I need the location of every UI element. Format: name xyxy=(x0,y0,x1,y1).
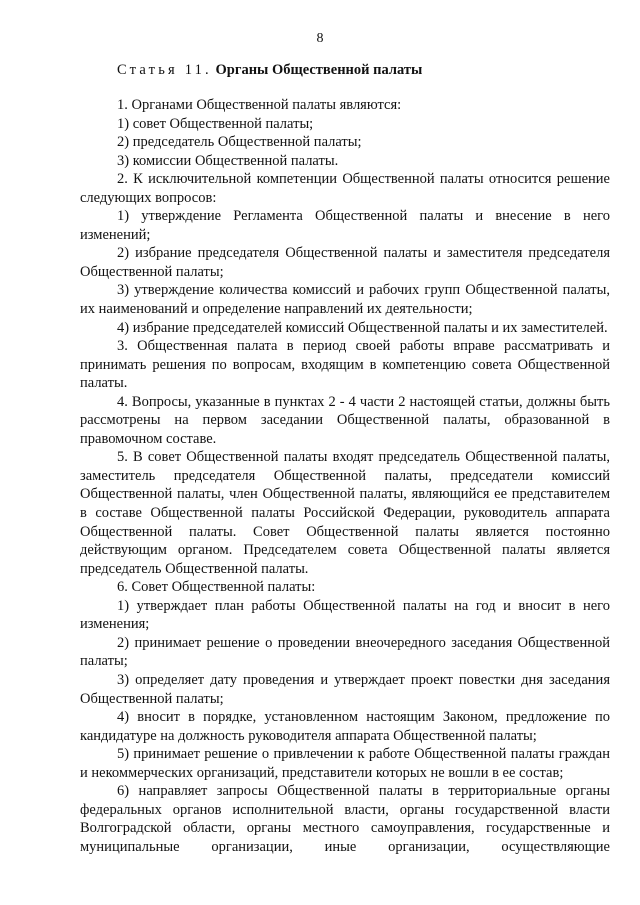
page-number: 8 xyxy=(316,31,324,46)
paragraph-council-powers-intro: 6. Совет Общественной палаты: xyxy=(117,579,316,596)
article-heading xyxy=(117,61,422,79)
paragraph-competence-election-commission-chairs: 4) избрание председателей комиссий Общественной палаты и их заместителей. xyxy=(117,319,608,336)
paragraph-organ-chairman: 2) председатель Общественной палаты; xyxy=(117,134,362,151)
paragraph-competence-regulations: 1) утверждение Регламента Общественной палаты и внесение в него изменений; xyxy=(80,208,610,243)
paragraph-council-involve-citizens: 5) принимает решение о привлечении к работе Общественной палаты граждан и некоммерческих организаций, представители которых не вошли в ее состав; xyxy=(80,746,610,781)
article-body xyxy=(80,96,610,856)
paragraph-first-session-questions: 4. Вопросы, указанные в пунктах 2 - 4 части 2 настоящей статьи, должны быть рассмотрены на первом заседании Общественной палаты, образованной в правомочном составе. xyxy=(80,393,610,447)
paragraph-council-send-requests: 6) направляет запросы Общественной палаты в территориальные органы федеральных органов исполнительной власти, органы государственной власти Волгоградской области, органы местного самоуправления, государственные и муниципальные организации, иные организации, осуществляющие xyxy=(80,783,610,855)
article-title: Органы Общественной палаты xyxy=(215,62,423,78)
paragraph-organs-intro: 1. Органами Общественной палаты являются: xyxy=(117,97,402,113)
paragraph-exclusive-competence: 2. К исключительной компетенции Общественной палаты относится решение следующих вопросов: xyxy=(80,171,610,206)
paragraph-organ-council: 1) совет Общественной палаты; xyxy=(117,115,314,132)
paragraph-council-extraordinary-session: 2) принимает решение о проведении внеочередного заседания Общественной палаты; xyxy=(80,634,610,670)
paragraph-competence-commissions-count: 3) утверждение количества комиссий и рабочих групп Общественной палаты, их наименований и определение направлений их деятельности; xyxy=(80,282,610,318)
paragraph-council-staff-head-proposal: 4) вносит в порядке, установленном настоящим Законом, предложение по кандидатуре на должность руководителя аппарата Общественной палаты; xyxy=(80,709,610,744)
paragraph-chamber-rights: 3. Общественная палата в период своей работы вправе рассматривать и принимать решения по вопросам, входящим в компетенцию совета Общественной палаты. xyxy=(80,338,610,392)
paragraph-council-session-date: 3) определяет дату проведения и утверждает проект повестки дня заседания Общественной палаты; xyxy=(80,671,610,707)
article-label: Статья 11. xyxy=(117,62,212,78)
paragraph-council-work-plan: 1) утверждает план работы Общественной палаты на год и вносит в него изменения; xyxy=(80,597,610,633)
paragraph-organ-commissions: 3) комиссии Общественной палаты. xyxy=(117,152,339,169)
paragraph-competence-election-chairman: 2) избрание председателя Общественной палаты и заместителя председателя Общественной палаты; xyxy=(80,245,610,280)
paragraph-council-composition: 5. В совет Общественной палаты входят председатель Общественной палаты, заместитель председателя Общественной палаты, председатели комиссий Общественной палаты, член Общественной палаты, являющийся ее представителем в составе Общественной палаты Российской Федерации, руководитель аппарата Общественной палаты. Совет Общественной палаты является постоянно действующим органом. Председателем совета Общественной палаты является председатель Общественной палаты. xyxy=(80,449,610,577)
